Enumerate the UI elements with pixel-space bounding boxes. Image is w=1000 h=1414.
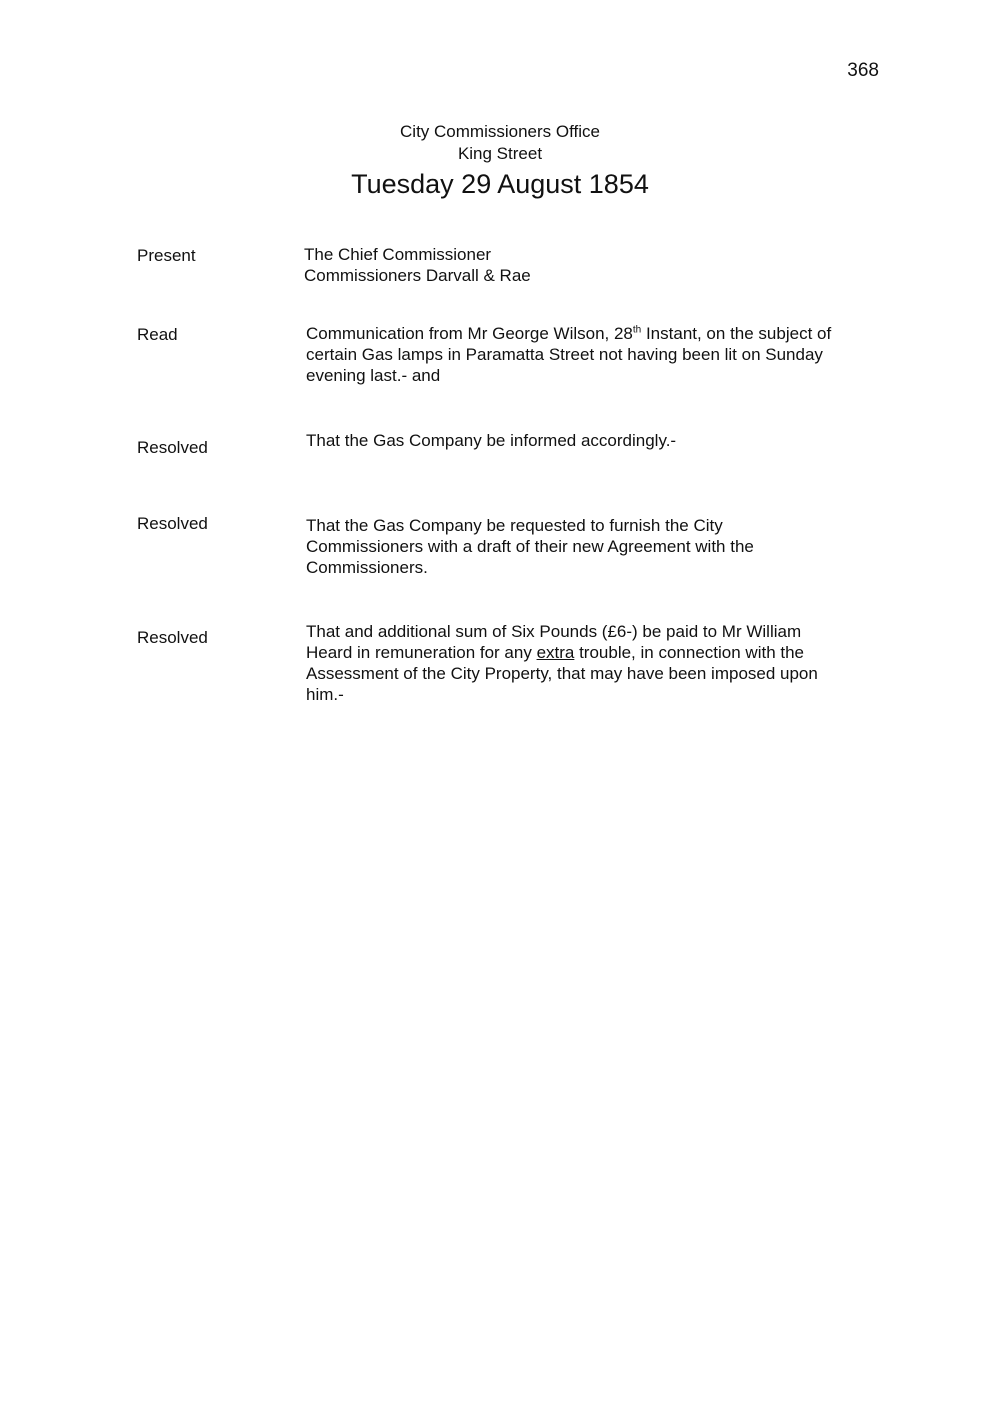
resolution-line: That the Gas Company be requested to furnish the City <box>306 516 723 535</box>
read-line: certain Gas lamps in Paramatta Street not having been lit on Sunday <box>306 345 823 364</box>
office-street: King Street <box>457 144 543 163</box>
present-text <box>304 244 884 286</box>
resolved-label: Resolved <box>137 438 208 457</box>
resolution-line <box>306 642 886 663</box>
resolution-line-part: Heard in remuneration for any <box>306 643 537 662</box>
resolution-line: Commissioners. <box>306 558 428 577</box>
page-number: 368 <box>847 60 879 81</box>
resolution-text <box>306 515 886 578</box>
present-line: Commissioners Darvall & Rae <box>304 266 531 285</box>
resolved-label: Resolved <box>137 514 208 533</box>
minutes-header <box>0 121 1000 201</box>
read-label: Read <box>137 325 178 344</box>
resolution-line: Assessment of the City Property, that may have been imposed upon <box>306 664 818 683</box>
read-line-part: Communication from Mr George Wilson, 28 <box>306 324 633 343</box>
read-line-part: Instant, on the subject of <box>641 324 832 343</box>
meeting-date-title: Tuesday 29 August 1854 <box>351 169 649 199</box>
resolved-label: Resolved <box>137 628 208 647</box>
read-line <box>306 323 886 344</box>
resolution-line: Commissioners with a draft of their new Agreement with the <box>306 537 754 556</box>
resolution-line: That the Gas Company be informed accordingly.- <box>306 431 677 450</box>
resolution-line: him.- <box>306 685 344 704</box>
read-text <box>306 323 886 386</box>
present-line: The Chief Commissioner <box>304 245 492 264</box>
underlined-word: extra <box>536 643 575 662</box>
ordinal-suffix: th <box>632 324 642 336</box>
resolution-line: That and additional sum of Six Pounds (£6-) be paid to Mr William <box>306 622 802 641</box>
resolution-line-part: trouble, in connection with the <box>574 643 805 662</box>
resolution-text <box>306 430 886 451</box>
office-name: City Commissioners Office <box>400 122 600 141</box>
present-label: Present <box>137 246 196 265</box>
read-line: evening last.- and <box>306 366 441 385</box>
resolution-text <box>306 621 886 705</box>
